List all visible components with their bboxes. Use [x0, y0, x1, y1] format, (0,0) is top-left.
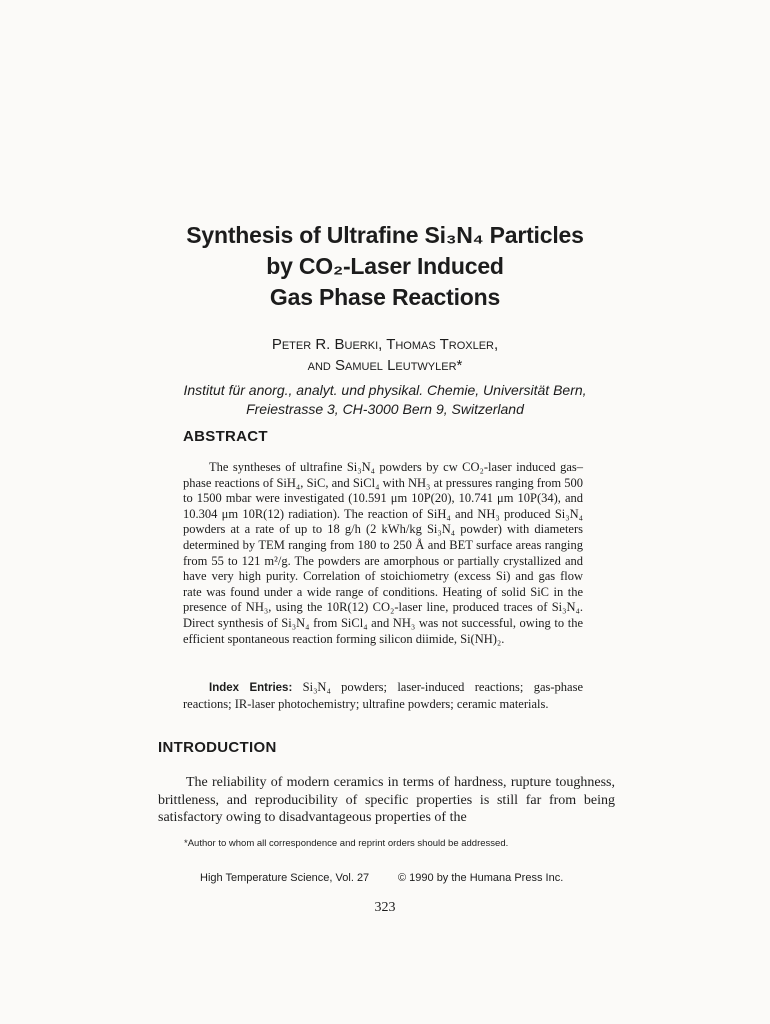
- introduction-text: The reliability of modern ceramics in terms of hardness, rupture toughness, brittleness, and reproducibility of specific properties is still far from being satisfactory owing to disadvantageous properties of the: [158, 775, 615, 825]
- title-line-3: Gas Phase Reactions: [269, 284, 501, 310]
- index-entries-label: Index Entries:: [209, 682, 293, 694]
- footnote: *Author to whom all correspondence and reprint orders should be addressed.: [184, 838, 509, 849]
- authors-line-1: Peter R. Buerki, Thomas Troxler,: [271, 336, 499, 353]
- index-entries-text: Si₃N₄ powders; laser-induced reactions; gas-phase reactions; IR-laser photochemistry; ultrafine powders; ceramic materials.: [183, 680, 583, 711]
- copyright-notice: © 1990 by the Humana Press Inc.: [398, 872, 564, 884]
- author-list: [0, 334, 770, 376]
- index-entries: [183, 680, 583, 712]
- affiliation-line-1: Institut für anorg., analyt. und physikal. Chemie, Universität Bern,: [183, 382, 587, 398]
- affiliation: [0, 381, 770, 419]
- paper-title: [0, 220, 770, 313]
- title-line-2: by CO₂-Laser Induced: [266, 253, 504, 279]
- affiliation-line-2: Freiestrasse 3, CH-3000 Bern 9, Switzerland: [246, 401, 524, 417]
- abstract-text: The syntheses of ultrafine Si₃N₄ powders by cw CO₂-laser induced gas–phase reactions of SiH₄, SiC, and SiCl₄ with NH₃ at pressures ranging from 500 to 1500 mbar were investigated (10.591 μm 10P(20), 10.741 μm 10P(34), and 10.304 μm 10R(12) radiation). The reaction of SiH₄ and NH₃ produced Si₃N₄ powders at a rate of up to 18 g/h (2 kWh/kg Si₃N₄ powder) with diameters determined by TEM ranging from 180 to 250 Å and BET surface areas ranging from 55 to 121 m²/g. The powders are amorphous or partially crystallized and have very high purity. Correlation of stoichiometry (excess Si) and gas flow rate was found under a wide range of conditions. Heating of solid SiC in the presence of NH₃, using the 10R(12) CO₂-laser line, produced traces of Si₃N₄. Direct synthesis of Si₃N₄ from SiCl₄ and NH₃ was not successful, owing to the efficient spontaneous reaction forming silicon diimide, Si(NH)₂.: [183, 460, 583, 646]
- journal-citation: High Temperature Science, Vol. 27: [200, 872, 370, 884]
- authors-line-2: and Samuel Leutwyler*: [307, 357, 463, 374]
- page-number: 323: [374, 900, 396, 915]
- title-line-1: Synthesis of Ultrafine Si₃N₄ Particles: [186, 222, 584, 248]
- introduction-heading: INTRODUCTION: [158, 739, 277, 756]
- abstract-heading: ABSTRACT: [183, 428, 268, 445]
